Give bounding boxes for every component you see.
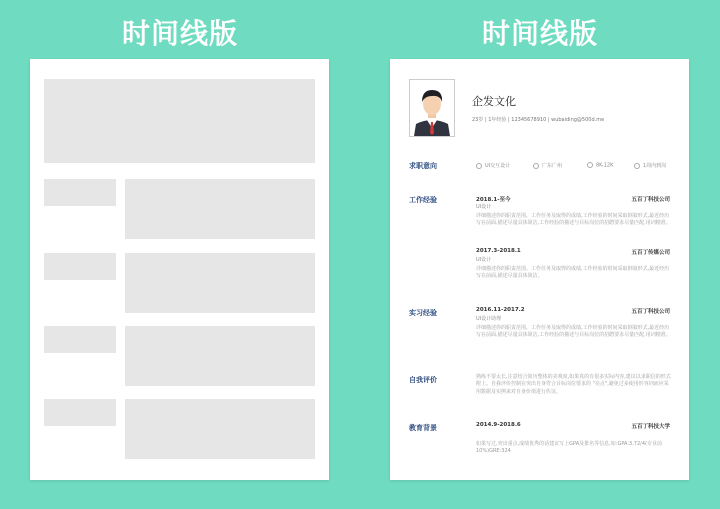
wireframe-content-block (125, 399, 315, 459)
wireframe-content-block (125, 326, 315, 386)
internship-description: 详细描述你的职责范围、工作任务及取得的成绩,工作经验的时间采取倒叙形式,最近经历写在前面,描述尽量具体简洁,工作经验的描述与目标岗位的招聘要求尽量匹配,用词精准。 (476, 325, 671, 339)
intent-item-salary: 8K-12K (587, 162, 613, 169)
template-title-right: 时间线版 (481, 17, 598, 50)
wireframe-label-block (44, 253, 116, 280)
wireframe-content-block (125, 253, 315, 313)
work-description: 详细描述你的职责范围、工作任务及取得的成绩,工作经验的时间采取倒叙形式,最近经历写在前面,描述尽量具体简洁,工作经验的描述与目标岗位的招聘要求尽量匹配,用词精准。 (476, 213, 671, 227)
wireframe-content-block (125, 179, 315, 239)
wireframe-label-block (44, 179, 116, 206)
section-title-work: 工作经验 (409, 196, 437, 204)
internship-role: UI设计助理 (476, 316, 502, 322)
intent-item-job: UI交互设计 (476, 162, 510, 169)
section-title-self: 自我评价 (409, 376, 437, 384)
wireframe-header-block (44, 79, 315, 163)
education-school: 五百丁科技大学 (631, 424, 670, 430)
self-evaluation: 熟练不要太长,注意结合简历整体的美观度,如果真的有很多实际内容,建议以求职信的形式附上。自我评价控制在突出自身符合目标岗位要求的 "亮点",避免过多使用形容词而应采用数据及实例来对自身价值进行佐证。 (476, 374, 671, 395)
section-title-internship: 实习经验 (409, 309, 437, 317)
work-company: 五百丁科技公司 (631, 197, 670, 203)
job-icon (476, 163, 482, 169)
work-time: 2018.1-至今 (476, 197, 511, 203)
work-company: 五百丁传媒公司 (631, 250, 670, 256)
template-title-left: 时间线版 (121, 17, 238, 50)
intent-item-time: 1周内到岗 (634, 162, 666, 169)
internship-company: 五百丁科技公司 (631, 309, 670, 315)
work-role: UI设计 (476, 257, 492, 263)
internship-time: 2016.11-2017.2 (476, 307, 525, 313)
section-title-intent: 求职意向 (409, 162, 437, 170)
wireframe-label-block (44, 399, 116, 426)
work-role: UI设计 (476, 204, 492, 210)
wireframe-preview-page[interactable] (30, 59, 329, 480)
work-description: 详细描述你的职责范围、工作任务及取得的成绩,工作经验的时间采取倒叙形式,最近经历写在前面,描述尽量具体简洁。 (476, 266, 670, 280)
time-icon (634, 163, 640, 169)
section-title-education: 教育背景 (409, 424, 437, 432)
location-icon (533, 163, 539, 169)
education-time: 2014.9-2018.6 (476, 422, 521, 428)
avatar-photo (409, 79, 455, 137)
wireframe-label-block (44, 326, 116, 353)
salary-icon (587, 162, 593, 168)
work-time: 2017.3-2018.1 (476, 248, 521, 254)
resume-preview-page[interactable] (390, 59, 689, 480)
candidate-name: 企发文化 (472, 95, 516, 108)
intent-item-location: 广东广州 (533, 162, 562, 169)
contact-info: 23岁 | 1年经验 | 12345678910 | wubaiding@500d.me (472, 117, 605, 123)
education-description: 如果写过,突出重点,成绩优秀的话建议写上GPA及排名等信息,如:GPA:3.72/4(专业前10%)GRE:324 (476, 441, 662, 455)
